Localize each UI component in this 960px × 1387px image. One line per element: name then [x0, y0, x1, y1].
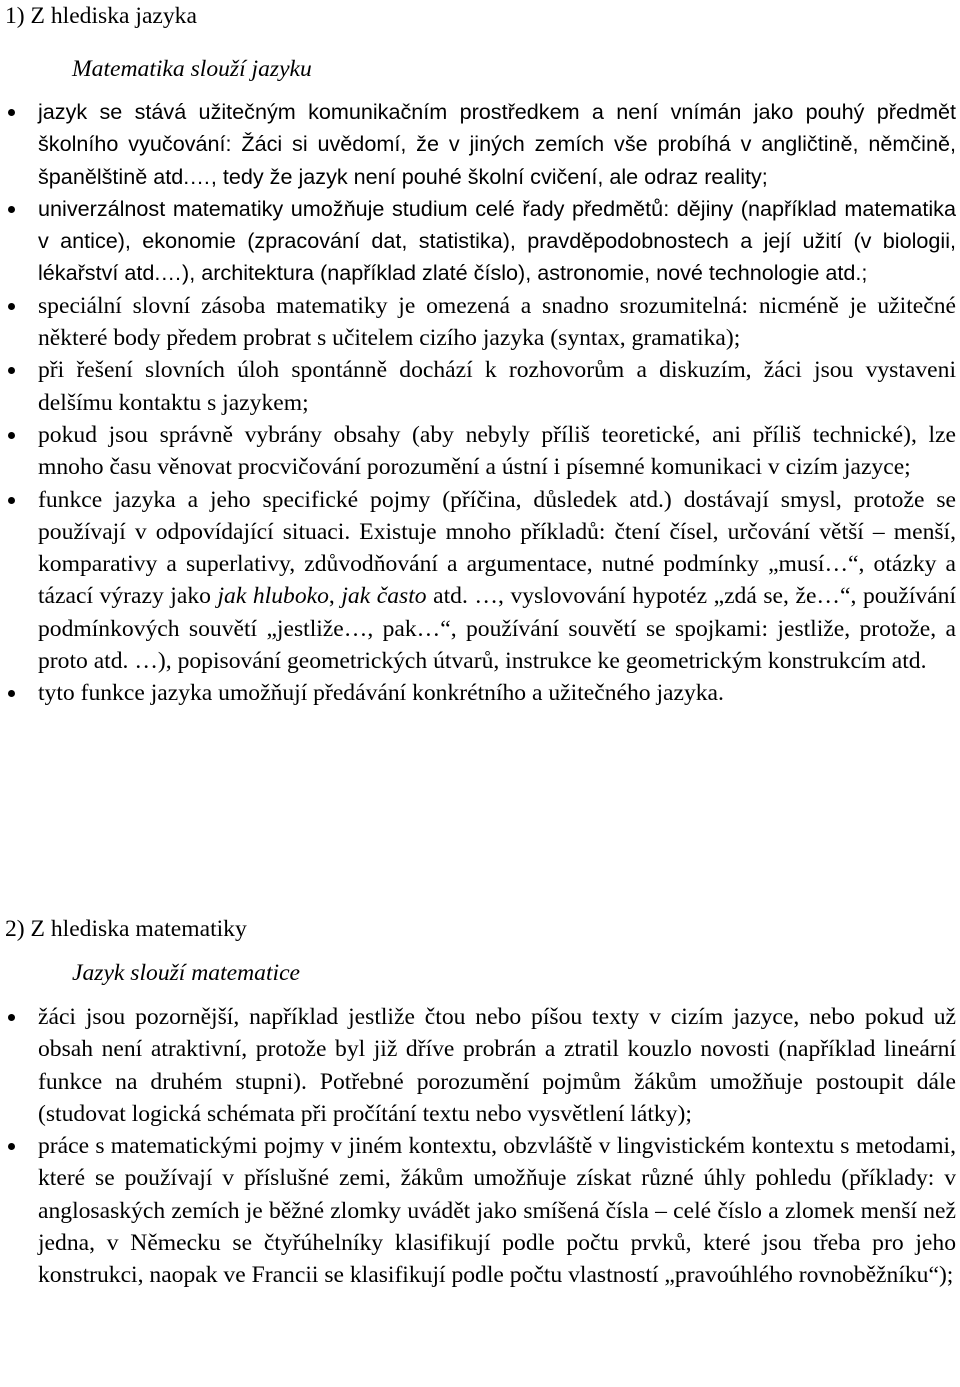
bullet-icon	[8, 432, 15, 439]
text-run: pokud jsou správně vybrány obsahy (aby nebyly příliš teoretické, ani příliš technické), lze mnoho času věnovat procvičování porozumění a ústní i písemné komunikaci v cizím jazyce;	[38, 421, 956, 481]
item-text	[38, 487, 956, 674]
list-item	[0, 1001, 960, 1130]
list-item	[0, 484, 960, 678]
text-run: ,	[328, 583, 342, 610]
list-item	[0, 677, 960, 709]
bullet-icon	[8, 367, 15, 374]
bullet-icon	[8, 1143, 15, 1150]
text-run: atd. …, vyslovování hypotéz „zdá se, že…“, používání podmínkových souvětí „jestliže…, pak…“, používání souvětí se spojkami: jestliže, protože, a proto atd. …), popisování geometrických útvarů, instrukce ke geometrickým konstrukcím atd.	[38, 583, 957, 675]
bullet-icon	[8, 690, 15, 697]
item-text	[38, 99, 956, 190]
bullet-icon	[8, 303, 15, 310]
text-run: funkce jazyka a jeho specifické pojmy (příčina, důsledek atd.) dostávají smysl, protože se používají v odpovídající situaci. Existuje mnoho příkladů: čtení čísel, určování větší – menší, komparativy a superlativy, zdůvodňování a argumentace, nutné podmínky „musí…“, otázky a tázací výrazy jako	[38, 486, 956, 610]
section2-subheading: Jazyk slouží matematice	[72, 960, 301, 986]
section1-subheading: Matematika slouží jazyku	[72, 56, 312, 82]
section2-heading: 2) Z hlediska matematiky	[5, 916, 247, 942]
item-text	[38, 1133, 956, 1288]
text-run: práce s matematickými pojmy v jiném kontextu, obzvláště v lingvistickém kontextu s metodami, které se používají v příslušné zemi, žákům umožňuje získat různé úhly pohledu (příklady: v anglosaských zemích je běžné zlomky uvádět jako smíšená čísla – celé číslo a zlomek menší než jedna, v Německu se čtyřúhelníky klasifikují podle počtu prvků, které jsou třeba pro jeho konstrukci, naopak ve Francii se klasifikují podle počtu vlastností „pravoúhlého rovnoběžníku“);	[38, 1133, 956, 1289]
item-text	[38, 422, 956, 480]
text-run: univerzálnost matematiky umožňuje studium celé řady předmětů: dějiny (například matematika v antice), ekonomie (zpracování dat, statistika), pravděpodobnostech a její užití (v biologii, lékařství atd.	[38, 195, 956, 286]
text-run: tyto funkce jazyka umožňují předávání konkrétního a užitečného jazyka.	[38, 680, 724, 707]
list-item	[0, 290, 960, 355]
text-run: …, tedy že jazyk není pouhé školní cvičení, ale odraz reality;	[189, 163, 768, 189]
list-item	[0, 193, 960, 290]
list-item	[0, 96, 960, 193]
list-item	[0, 419, 960, 484]
text-run: jak hluboko	[217, 583, 329, 610]
list-item	[0, 1130, 960, 1291]
item-text	[38, 357, 956, 415]
section2-list	[0, 1001, 960, 1292]
section1-list	[0, 96, 960, 710]
text-run: jazyk se stává užitečným komunikačním prostředkem a není vnímán jako pouhý předmět školního vyučování: Žáci si uvědomí, že v jiných zemích vše probíhá v angličtině, němčině, španělštině atd.	[38, 99, 956, 189]
text-run: při řešení slovních úloh spontánně dochází k rozhovorům a diskuzím, žáci jsou vystaveni delšímu kontaktu s jazykem;	[38, 357, 956, 416]
text-run: žáci jsou pozornější, například jestliže čtou nebo píšou texty v cizím jazyce, nebo pokud už obsah není atraktivní, protože byl již dříve probrán a ztratil kouzlo novosti (například lineární funkce na druhém stupni). Potřebné porozumění pojmům žákům umožňuje postoupit dále (studovat logická schémata při pročítání textu nebo vysvětlení látky);	[38, 1004, 956, 1127]
bullet-icon	[8, 109, 15, 116]
item-text	[38, 293, 956, 351]
list-item	[0, 354, 960, 419]
item-text	[38, 196, 956, 287]
item-text	[38, 1004, 956, 1127]
bullet-icon	[8, 1014, 15, 1021]
section1-heading: 1) Z hlediska jazyka	[5, 3, 197, 29]
bullet-icon	[8, 497, 15, 504]
bullet-icon	[8, 206, 15, 213]
text-run: jak často	[341, 583, 427, 610]
item-text	[38, 680, 724, 706]
text-run: speciální slovní zásoba matematiky je omezená a snadno srozumitelná: nicméně je užitečné některé body předem probrat s učitelem cizího jazyka (syntax, gramatika);	[38, 292, 956, 352]
text-run: …), architektura (například zlaté číslo), astronomie, nové technologie atd.;	[160, 260, 868, 286]
